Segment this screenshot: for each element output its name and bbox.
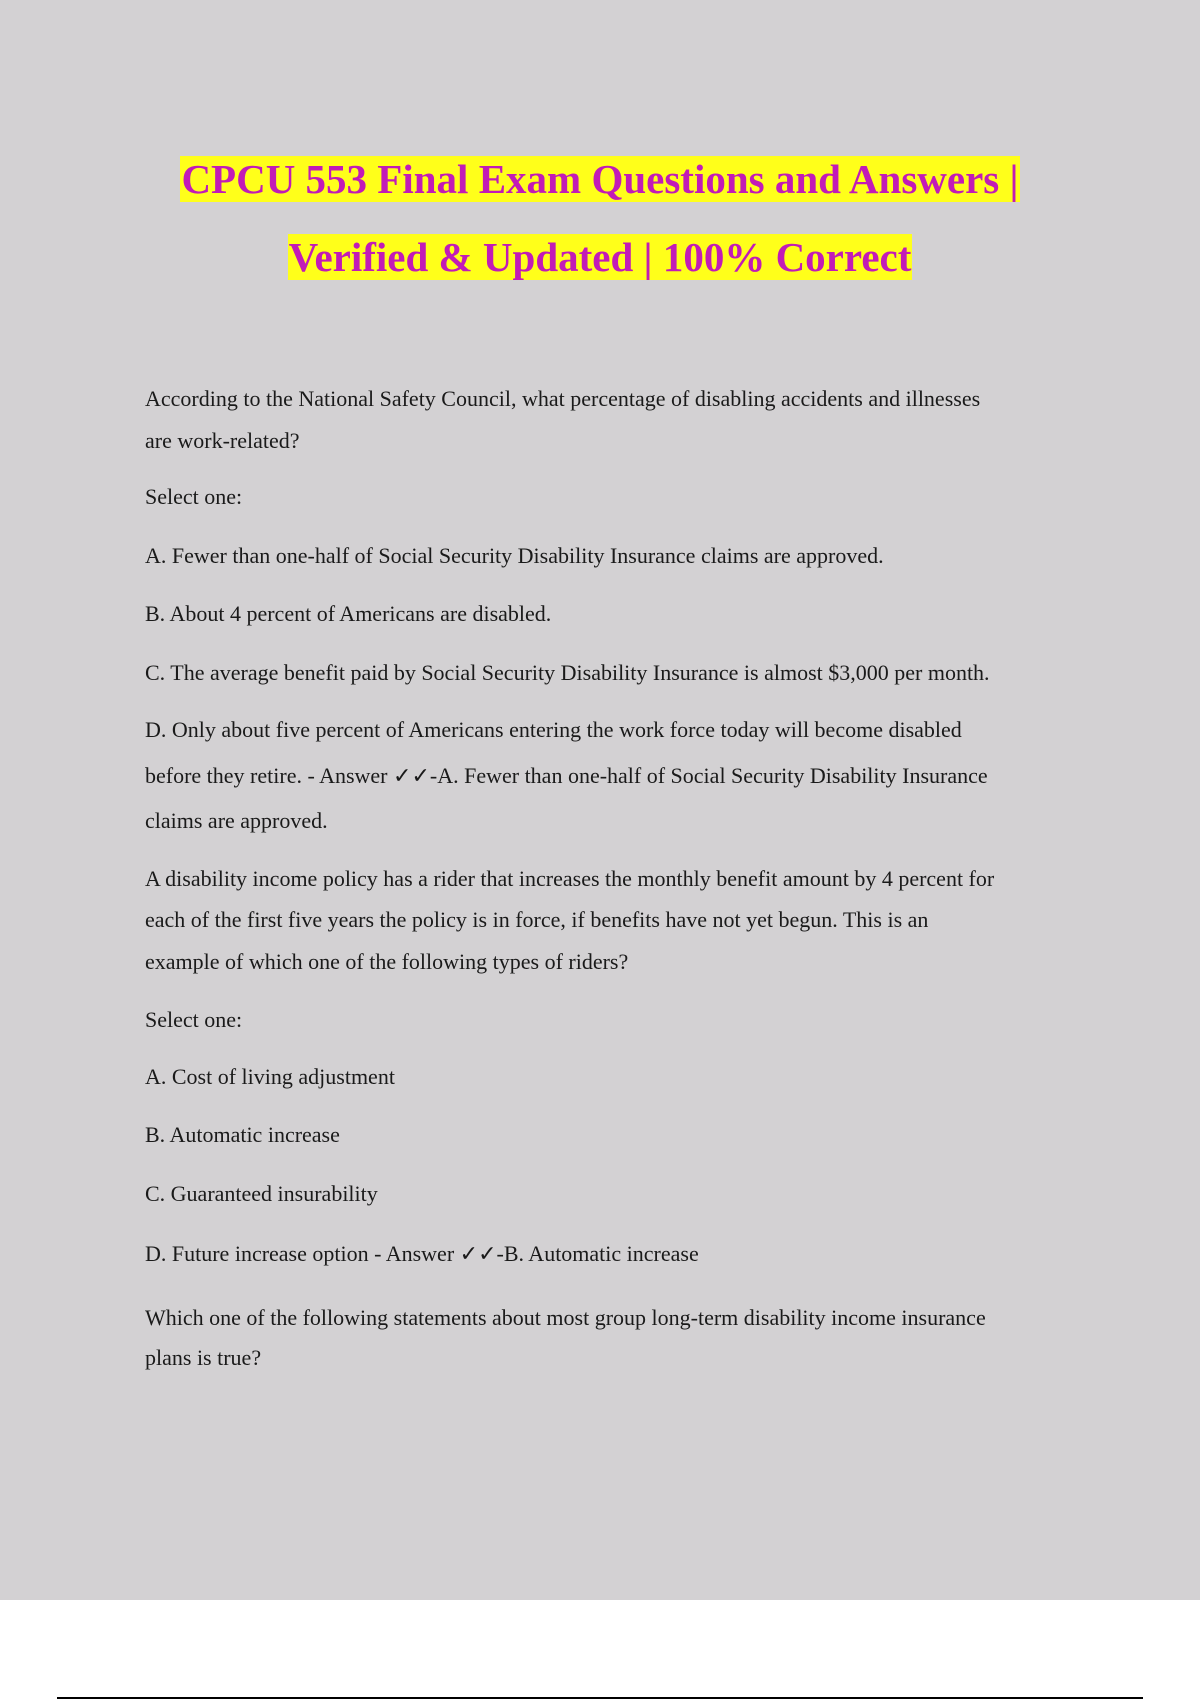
- q2-option-d: D. Future increase option - Answer ✓✓-B. Automatic increase: [145, 1241, 699, 1266]
- q1-option-b: B. About 4 percent of Americans are disabled.: [145, 601, 552, 626]
- q2-option-a: A. Cost of living adjustment: [145, 1064, 395, 1089]
- q2-prompt: Select one:: [145, 1007, 243, 1032]
- document-title: [0, 140, 1200, 296]
- q1-option-d-line-2: before they retire. - Answer ✓✓-A. Fewer than one-half of Social Security Disability Insurance: [145, 763, 988, 788]
- q2-stem-line-2: each of the first five years the policy is in force, if benefits have not yet begun. This is an: [145, 907, 929, 932]
- q1-option-c: C. The average benefit paid by Social Security Disability Insurance is almost $3,000 per month.: [145, 660, 990, 685]
- q1-option-d-line-3: claims are approved.: [145, 808, 328, 833]
- title-line-1: CPCU 553 Final Exam Questions and Answers |: [181, 156, 1019, 202]
- footer-divider: [57, 1697, 1143, 1699]
- q2-stem-line-1: A disability income policy has a rider that increases the monthly benefit amount by 4 percent for: [145, 866, 995, 891]
- q3-stem-line-2: plans is true?: [145, 1345, 262, 1370]
- q1-stem-line-1: According to the National Safety Council, what percentage of disabling accidents and illnesses: [145, 386, 981, 411]
- q2-stem-line-3: example of which one of the following types of riders?: [145, 949, 629, 974]
- q1-prompt: Select one:: [145, 484, 243, 509]
- title-line-2: Verified & Updated | 100% Correct: [288, 234, 912, 280]
- q2-option-b: B. Automatic increase: [145, 1122, 340, 1147]
- q2-option-c: C. Guaranteed insurability: [145, 1181, 378, 1206]
- q1-option-d-line-1: D. Only about five percent of Americans entering the work force today will become disabled: [145, 717, 962, 742]
- q3-stem-line-1: Which one of the following statements about most group long-term disability income insurance: [145, 1305, 986, 1330]
- q1-option-a: A. Fewer than one-half of Social Security Disability Insurance claims are approved.: [145, 543, 884, 568]
- q1-stem-line-2: are work-related?: [145, 428, 300, 453]
